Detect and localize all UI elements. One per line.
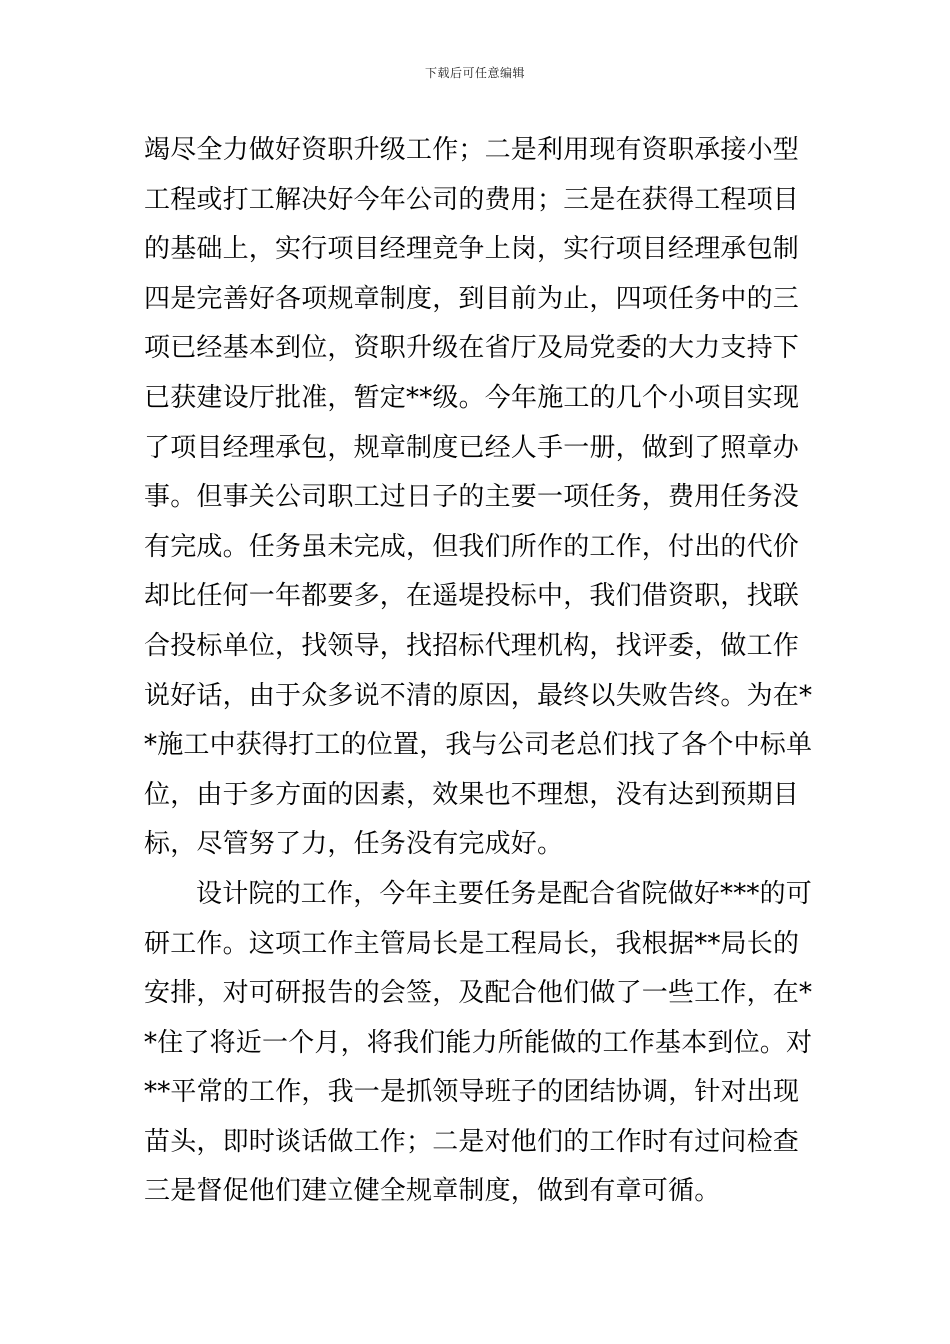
text-line: 却比任何一年都要多，在遥堤投标中，我们借资职，找联 [144, 581, 800, 612]
document-body [144, 126, 814, 1217]
paragraph-start-line: 设计院的工作，今年主要任务是配合省院做好***的可 [196, 878, 813, 909]
text-line: 四是完善好各项规章制度，到目前为止，四项任务中的三 [144, 283, 800, 314]
text-line: 了项目经理承包，规章制度已经人手一册，做到了照章办 [144, 432, 800, 463]
text-line: *住了将近一个月，将我们能力所能做的工作基本到位。对 [144, 1027, 813, 1058]
text-line: **平常的工作，我一是抓领导班子的团结协调，针对出现 [144, 1077, 800, 1108]
text-line: 位，由于多方面的因素，效果也不理想，没有达到预期目 [144, 779, 800, 810]
page-header: 下载后可任意编辑 [424, 66, 525, 80]
text-line: 已获建设厅批准，暂定**级。今年施工的几个小项目实现 [144, 382, 800, 413]
text-line: 竭尽全力做好资职升级工作；二是利用现有资职承接小型 [144, 135, 800, 165]
text-line: 有完成。任务虽未完成，但我们所作的工作，付出的代价 [144, 531, 800, 562]
text-line: 三是督促他们建立健全规章制度，做到有章可循。 [144, 1176, 721, 1207]
text-line: 事。但事关公司职工过日子的主要一项任务，费用任务没 [144, 482, 800, 513]
text-line: 安排，对可研报告的会签，及配合他们做了一些工作，在* [144, 978, 813, 1009]
text-line: 工程或打工解决好今年公司的费用；三是在获得工程项目 [144, 184, 800, 215]
text-line: 合投标单位，找领导，找招标代理机构，找评委，做工作 [144, 630, 800, 661]
text-line: 项已经基本到位，资职升级在省厅及局党委的大力支持下 [144, 333, 800, 364]
text-line: 研工作。这项工作主管局长是工程局长，我根据**局长的 [144, 928, 800, 959]
text-line: *施工中获得打工的位置，我与公司老总们找了各个中标单 [144, 730, 813, 761]
text-line: 苗头，即时谈话做工作；二是对他们的工作时有过问检查 [144, 1126, 800, 1157]
text-line: 的基础上，实行项目经理竞争上岗，实行项目经理承包制 [144, 234, 800, 265]
text-line: 说好话，由于众多说不清的原因，最终以失败告终。为在* [144, 680, 813, 711]
text-line: 标，尽管努了力，任务没有完成好。 [144, 829, 564, 860]
